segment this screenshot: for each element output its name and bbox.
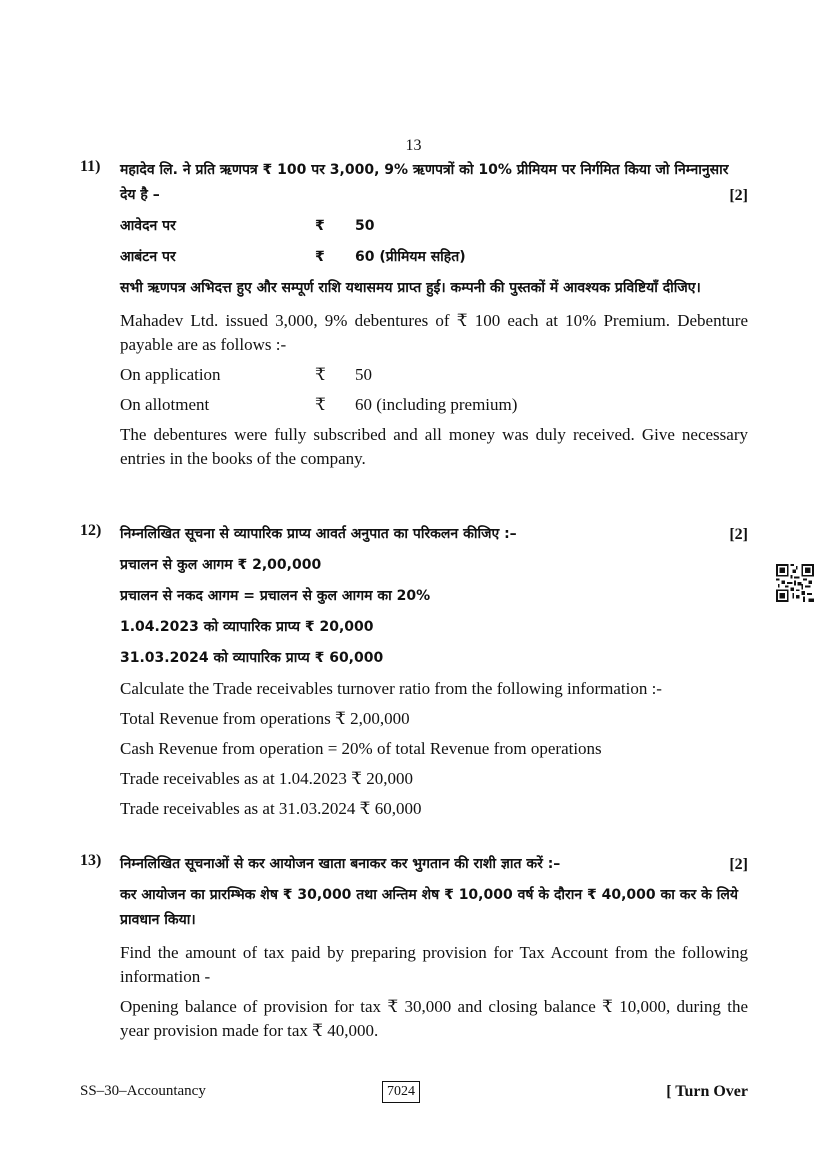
turn-over-label: [ Turn Over: [666, 1083, 748, 1100]
question-number: 11): [80, 158, 101, 175]
english-line: Trade receivables as at 1.04.2023 ₹ 20,000: [120, 769, 413, 788]
page-footer: [80, 1081, 748, 1105]
hindi-body: कर आयोजन का प्रारम्भिक शेष ₹ 30,000 तथा अन्तिम शेष ₹ 10,000 वर्ष के दौरान ₹ 40,000 का कर के लिये प्रावधान किया।: [120, 887, 738, 928]
hindi-intro: निम्नलिखित सूचनाओं से कर आयोजन खाता बनाकर कर भुगतान की राशी ज्ञात करें :– [2]: [120, 852, 748, 877]
english-body: Opening balance of provision for tax ₹ 30,000 and closing balance ₹ 10,000, during the year provision made for tax ₹ 40,000.: [120, 997, 748, 1040]
marks: [2]: [729, 187, 748, 204]
marks: [2]: [729, 856, 748, 873]
english-intro: Find the amount of tax paid by preparing provision for Tax Account from the following information -: [120, 943, 748, 986]
hindi-row-allotment: आबंटन पर ₹ 60 (प्रीमियम सहित): [120, 249, 466, 265]
hindi-line: प्रचालन से नकद आगम = प्रचालन से कुल आगम का 20%: [120, 588, 431, 604]
question-number: 13): [80, 852, 102, 869]
english-row-application: On application ₹ 50: [120, 365, 372, 384]
hindi-line: 31.03.2024 को व्यापारिक प्राप्य ₹ 60,000: [120, 650, 384, 666]
hindi-line: प्रचालन से कुल आगम ₹ 2,00,000: [120, 557, 322, 573]
page-number: 13: [405, 137, 422, 154]
hindi-outro: सभी ऋणपत्र अभिदत्त हुए और सम्पूर्ण राशि यथासमय प्राप्त हुई। कम्पनी की पुस्तकों में आवश्यक प्रविष्टियाँ दीजिए।: [120, 280, 701, 296]
hindi-row-application: आवेदन पर ₹ 50: [120, 218, 375, 234]
question-11: [80, 158, 748, 471]
english-intro: Mahadev Ltd. issued 3,000, 9% debentures of ₹ 100 each at 10% Premium. Debenture payable are as follows :-: [120, 311, 748, 354]
qr-code-icon: [776, 564, 814, 602]
english-line: Cash Revenue from operation = 20% of total Revenue from operations: [120, 739, 602, 758]
english-line: Total Revenue from operations ₹ 2,00,000: [120, 709, 410, 728]
question-12: [80, 522, 748, 821]
question-13: [80, 852, 748, 1043]
question-number: 12): [80, 522, 102, 539]
center-code-box: 7024: [382, 1081, 420, 1103]
english-row-allotment: On allotment ₹ 60 (including premium): [120, 395, 518, 414]
hindi-line: 1.04.2023 को व्यापारिक प्राप्य ₹ 20,000: [120, 619, 374, 635]
marks: [2]: [729, 526, 748, 543]
english-outro: The debentures were fully subscribed and all money was duly received. Give necessary entries in the books of the company.: [120, 425, 748, 468]
hindi-intro: महादेव लि. ने प्रति ऋणपत्र ₹ 100 पर 3,000, 9% ऋणपत्रों को 10% प्रीमियम पर निर्गमित किया जो निम्नानुसार देय है – [2]: [120, 158, 748, 208]
paper-code: SS–30–Accountancy: [80, 1083, 206, 1099]
english-line: Trade receivables as at 31.03.2024 ₹ 60,000: [120, 799, 422, 818]
hindi-intro: निम्नलिखित सूचना से व्यापारिक प्राप्य आवर्त अनुपात का परिकलन कीजिए :– [2]: [120, 522, 748, 547]
english-line: Calculate the Trade receivables turnover ratio from the following information :-: [120, 679, 662, 698]
